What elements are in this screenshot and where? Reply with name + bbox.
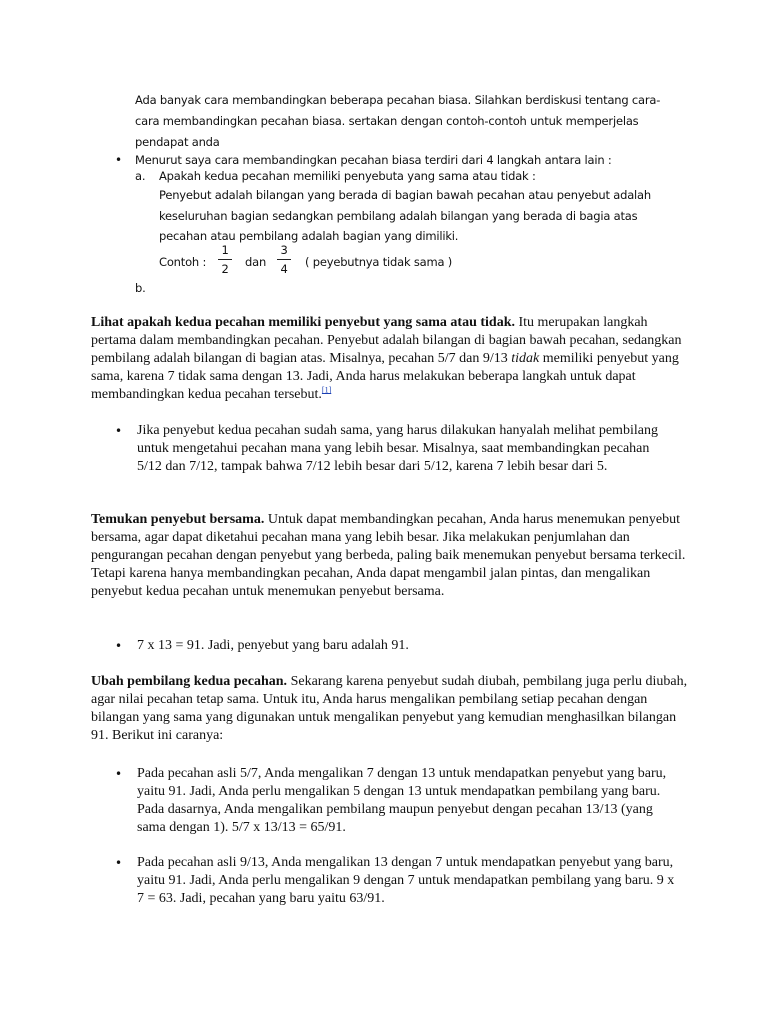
step-a-body: Penyebut adalah bilangan yang berada di bagian bawah pecahan atau penyebut adalah keseluruhan bagian sedangkan pembilang adalah bilangan yang berada di bagia atas pecahan atau pembilang adalah bagian yang dimiliki. [159, 188, 651, 243]
main-bullet-text: Menurut saya cara membandingkan pecahan biasa terdiri dari 4 langkah antara lain : [135, 153, 612, 167]
example-label: Contoh : [159, 255, 207, 269]
section-2-text: Untuk dapat membandingkan pecahan, Anda harus menemukan penyebut bersama, agar dapat diketahui pecahan mana yang lebih besar. Jika melakukan penjumlahan dan pengurangan pecahan dengan penyebut yang berbeda, paling baik menemukan penyebut bersama terkecil. Tetapi karena hanya membandingkan pecahan, Anda dapat mengambil jalan pintas, dan mengalikan penyebut kedua pecahan untuk menemukan penyebut bersama. [91, 512, 686, 599]
section-1-bullet: Jika penyebut kedua pecahan sudah sama, yang harus dilakukan hanyalah melihat pembilang untuk mengetahui pecahan mana yang lebih besar. Misalnya, saat membandingkan pecahan 5/12 dan 7/12, tampak bahwa 7/12 lebih besar dari 5/12, karena 7 lebih besar dari 5. [137, 423, 658, 474]
intro-paragraph: Ada banyak cara membandingkan beberapa pecahan biasa. Silahkan berdiskusi tentang cara-cara membandingkan pecahan biasa. sertakan dengan contoh-contoh untuk memperjelas pendapat anda [135, 93, 661, 149]
step-a-title: Apakah kedua pecahan memiliki penyebuta yang sama atau tidak : [159, 169, 536, 183]
example-note: ( peyebutnya tidak sama ) [305, 255, 453, 269]
bullet-icon: • [115, 639, 123, 653]
fraction-three-quarters [277, 242, 291, 277]
section-3-bullet-2: Pada pecahan asli 9/13, Anda mengalikan 13 dengan 7 untuk mendapatkan penyebut yang baru, yaitu 91. Jadi, Anda perlu mengalikan 9 dengan 7 untuk mendapatkan pembilang yang baru. 9 x 7 = 63. Jadi, pecahan yang baru yaitu 63/91. [137, 855, 675, 906]
bullet-icon: • [115, 424, 123, 438]
section-2-bullet: 7 x 13 = 91. Jadi, penyebut yang baru adalah 91. [137, 638, 409, 653]
fraction-bar [277, 259, 291, 260]
fraction-denominator: 2 [221, 262, 229, 276]
section-1-text-a: Itu merupakan langkah pertama dalam membandingkan pecahan. Penyebut adalah bilangan di bagian bawah pecahan, sedangkan pembilang adalah bilangan di bagian atas. Misalnya, pecahan 5/7 dan 9/13 [91, 315, 682, 366]
section-1-italic: tidak [511, 351, 540, 366]
bullet-icon: • [115, 153, 122, 167]
fraction-one-half [218, 242, 232, 277]
example-connector: dan [245, 255, 267, 269]
section-3-heading: Ubah pembilang kedua pecahan. [91, 674, 288, 689]
fraction-denominator: 4 [280, 262, 288, 276]
fraction-numerator: 1 [221, 243, 229, 257]
section-1-heading: Lihat apakah kedua pecahan memiliki penyebut yang sama atau tidak. [91, 315, 515, 330]
section-2-paragraph [91, 511, 691, 601]
section-3-text: Sekarang karena penyebut sudah diubah, pembilang juga perlu diubah, agar nilai pecahan tetap sama. Untuk itu, Anda harus mengalikan pembilang setiap pecahan dengan bilangan yang sama yang digunakan untuk mengalikan penyebut yang kemudian menghasilkan bilangan 91. Berikut ini caranya: [91, 674, 688, 743]
section-2-heading: Temukan penyebut bersama. [91, 512, 265, 527]
section-3-paragraph [91, 673, 691, 745]
section-3-bullet-1: Pada pecahan asli 5/7, Anda mengalikan 7 dengan 13 untuk mendapatkan penyebut yang baru, yaitu 91. Jadi, Anda perlu mengalikan 5 dengan 13 untuk mendapatkan pembilang yang baru. Pada dasarnya, Anda mengalikan pembilang maupun penyebut dengan pecahan 13/13 (yang sama dengan 1). 5/7 x 13/13 = 65/91. [137, 766, 667, 835]
bullet-icon: • [115, 856, 123, 870]
bullet-icon: • [115, 767, 123, 781]
section-1-text-b: memiliki penyebut yang sama, karena 7 tidak sama dengan 13. Jadi, Anda harus melakukan beberapa langkah untuk dapat membandingkan kedua pecahan tersebut. [91, 351, 679, 402]
section-1-paragraph [91, 314, 691, 404]
step-a-marker: a. [135, 169, 146, 183]
fraction-bar [218, 259, 232, 260]
fraction-numerator: 3 [280, 243, 288, 257]
footnote-link[interactable]: [1] [321, 385, 332, 395]
step-b-marker: b. [135, 281, 146, 295]
